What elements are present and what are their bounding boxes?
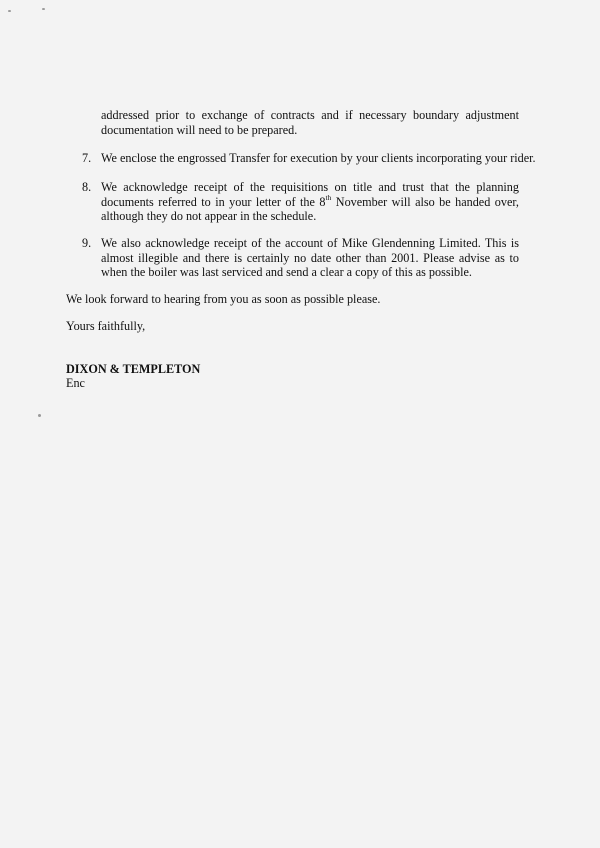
closing-line: We look forward to hearing from you as soon as possible please. bbox=[66, 292, 381, 306]
item-text bbox=[101, 180, 519, 224]
ordinal-suffix: th bbox=[325, 192, 332, 202]
firm-name: DIXON & TEMPLETON bbox=[66, 362, 201, 376]
item-text-part: We acknowledge receipt of the requisitions on title and trust that the planning documents referred to in your letter of the 8 bbox=[101, 180, 519, 209]
item-text: We also acknowledge receipt of the account of Mike Glendenning Limited. This is almost illegible and there is certainly no date other than 2001. Please advise as to when the boiler was last serviced and send a clear a copy of this as possible. bbox=[101, 236, 519, 280]
item-text-part: November will also be handed over, although they do not appear in the schedule. bbox=[101, 194, 519, 224]
item-number: 8. bbox=[82, 180, 92, 194]
scan-speck bbox=[42, 8, 45, 10]
item-number: 9. bbox=[82, 236, 92, 250]
continuation-paragraph: addressed prior to exchange of contracts and if necessary boundary adjustment documentation will need to be prepared. bbox=[101, 108, 519, 137]
sign-off: Yours faithfully, bbox=[66, 319, 146, 333]
enclosure-note: Enc bbox=[66, 376, 85, 390]
item-number: 7. bbox=[82, 151, 92, 165]
scan-speck bbox=[38, 414, 41, 417]
item-text: We enclose the engrossed Transfer for execution by your clients incorporating your rider. bbox=[101, 151, 536, 165]
scan-speck bbox=[8, 10, 11, 12]
